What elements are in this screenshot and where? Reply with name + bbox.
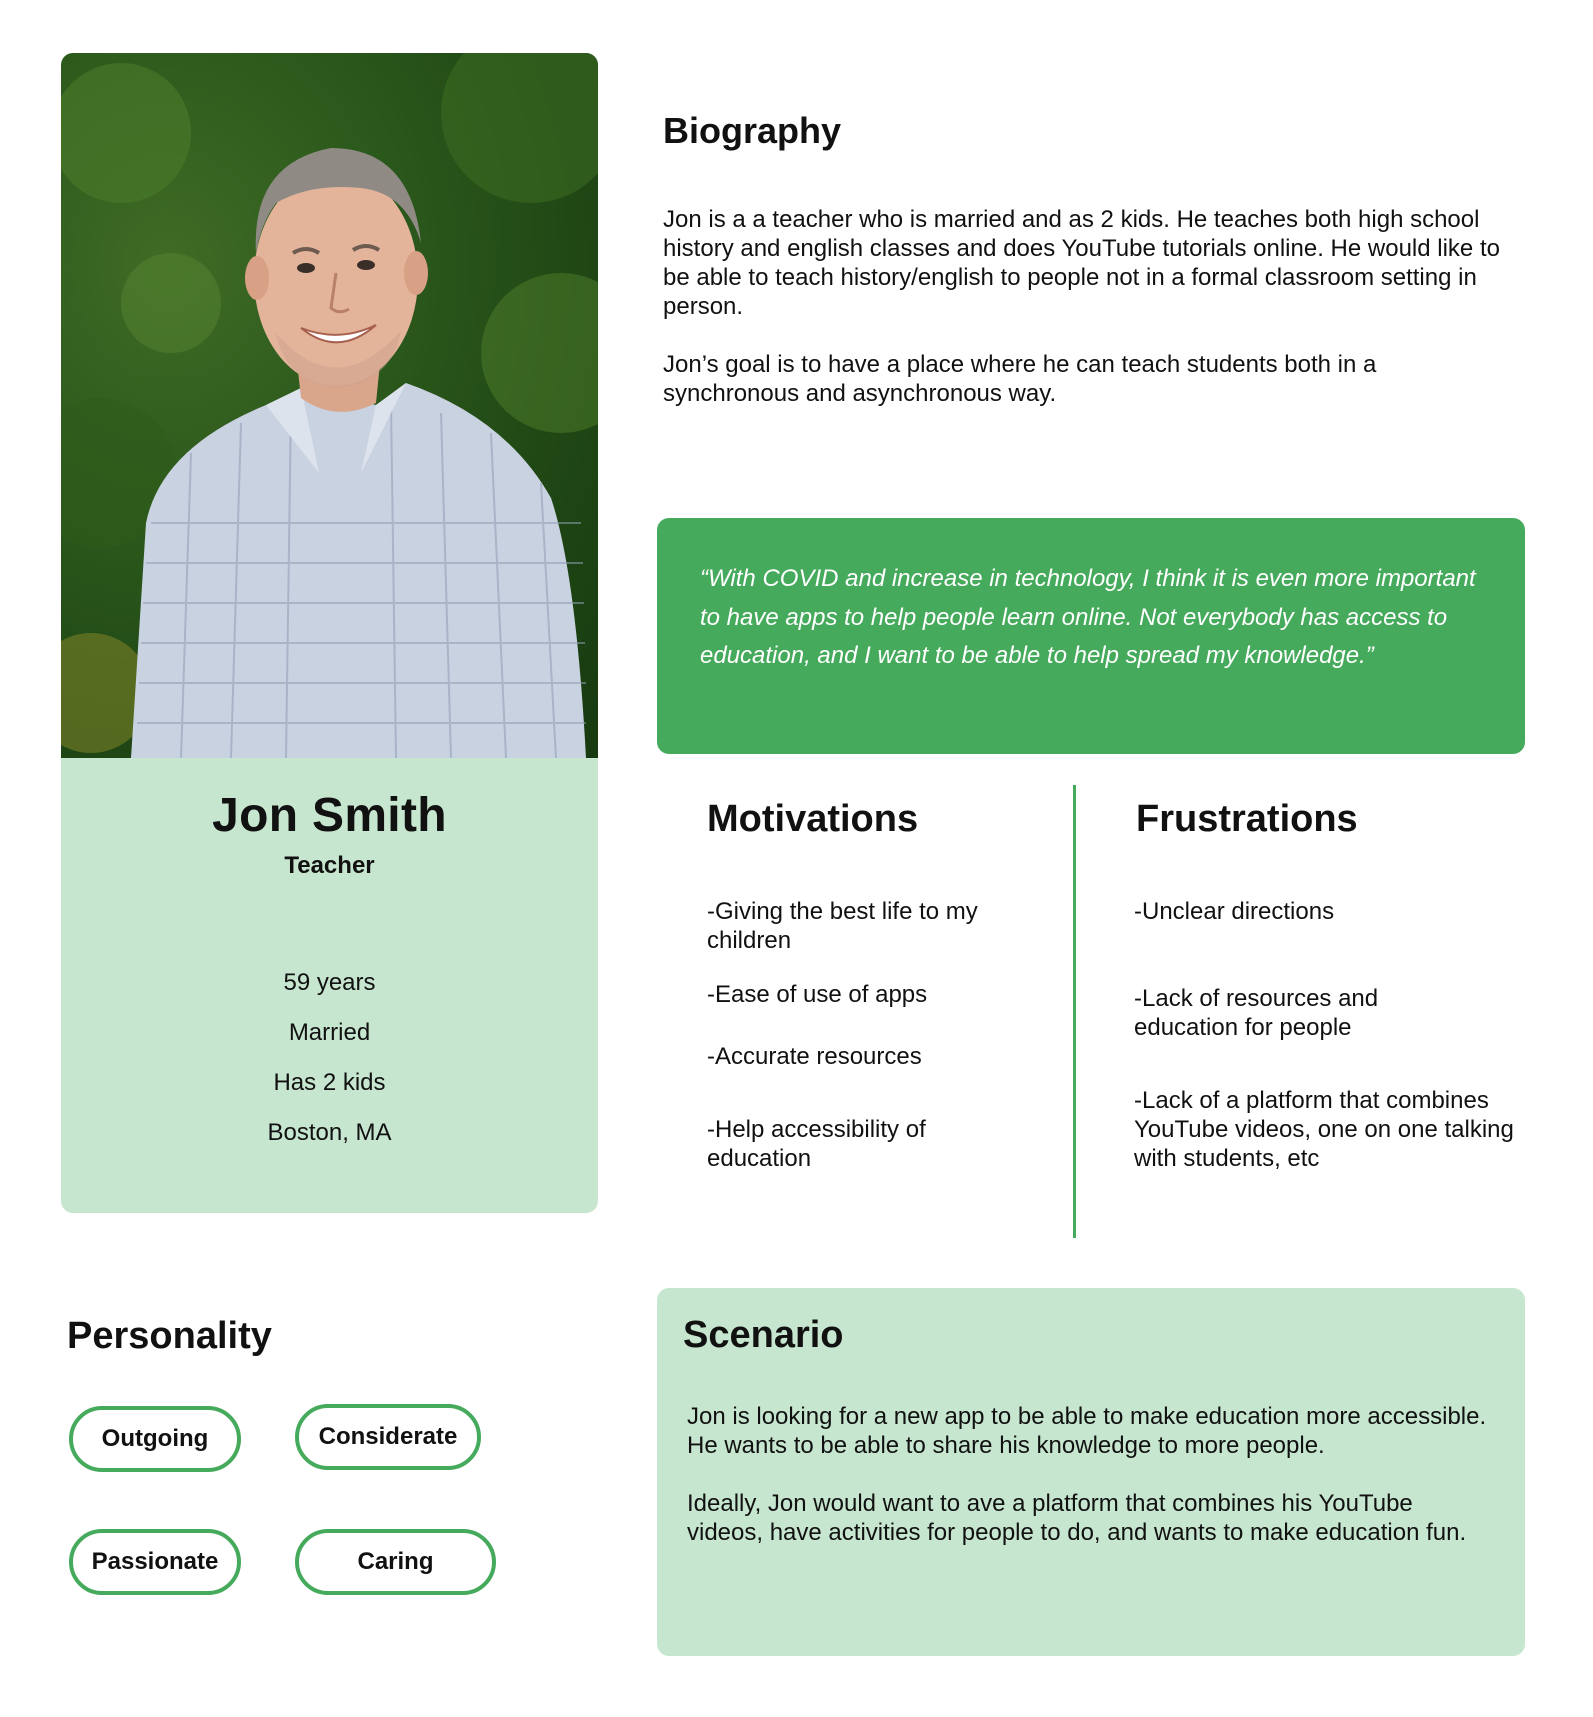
biography-heading: Biography: [663, 110, 842, 151]
persona-role: Teacher: [284, 852, 375, 879]
trait-pill-considerate: Considerate: [295, 1404, 481, 1470]
quote-box: [657, 518, 1525, 754]
profile-card: [61, 53, 598, 1213]
column-divider: [1073, 785, 1076, 1238]
quote-text: “With COVID and increase in technology, I think it is even more important to have apps to help people learn online. Not everybody has access to education, and I want to be able to help spread my knowledge.”: [700, 565, 1476, 669]
fact-children: Has 2 kids: [273, 1069, 386, 1096]
personality-heading: Personality: [67, 1315, 272, 1357]
scenario-paragraph: Jon is looking for a new app to be able to make education more accessible. He wants to be able to share his knowledge to more people.: [687, 1403, 1487, 1459]
motivation-item: -Ease of use of apps: [707, 981, 928, 1008]
frustration-item: -Lack of resources and education for people: [1134, 985, 1379, 1041]
scenario-box: [657, 1288, 1525, 1656]
motivation-item: -Giving the best life to my children: [707, 898, 978, 954]
biography-text: [663, 205, 1503, 437]
motivations-heading: Motivations: [707, 798, 919, 840]
fact-age: 59 years: [283, 969, 376, 996]
motivation-item: -Help accessibility of education: [707, 1116, 926, 1172]
frustration-item: -Unclear directions: [1134, 898, 1335, 925]
trait-pill-passionate: Passionate: [69, 1529, 241, 1595]
profile-photo: [61, 53, 598, 758]
trait-pill-caring: Caring: [295, 1529, 496, 1595]
motivation-item: -Accurate resources: [707, 1043, 922, 1070]
portrait-illustration: [61, 53, 598, 758]
scenario-text: [687, 1402, 1492, 1576]
biography-paragraph: Jon is a a teacher who is married and as 2 kids. He teaches both high school history and english classes and does YouTube tutorials online. He would like to be able to teach history/english to people not in a formal classroom setting in person.: [663, 206, 1500, 320]
persona-facts: [61, 958, 598, 1158]
fact-marital-status: Married: [288, 1019, 371, 1046]
frustrations-heading: Frustrations: [1136, 798, 1358, 840]
persona-name: Jon Smith: [212, 789, 447, 842]
scenario-paragraph: Ideally, Jon would want to ave a platform that combines his YouTube videos, have activities for people to do, and wants to make education fun.: [687, 1490, 1467, 1546]
biography-paragraph: Jon’s goal is to have a place where he can teach students both in a synchronous and asynchronous way.: [663, 351, 1377, 407]
frustration-item: -Lack of a platform that combines YouTube videos, one on one talking with students, etc: [1134, 1087, 1514, 1172]
trait-pill-outgoing: Outgoing: [69, 1406, 241, 1472]
scenario-heading: Scenario: [683, 1314, 844, 1356]
fact-location: Boston, MA: [267, 1119, 392, 1146]
